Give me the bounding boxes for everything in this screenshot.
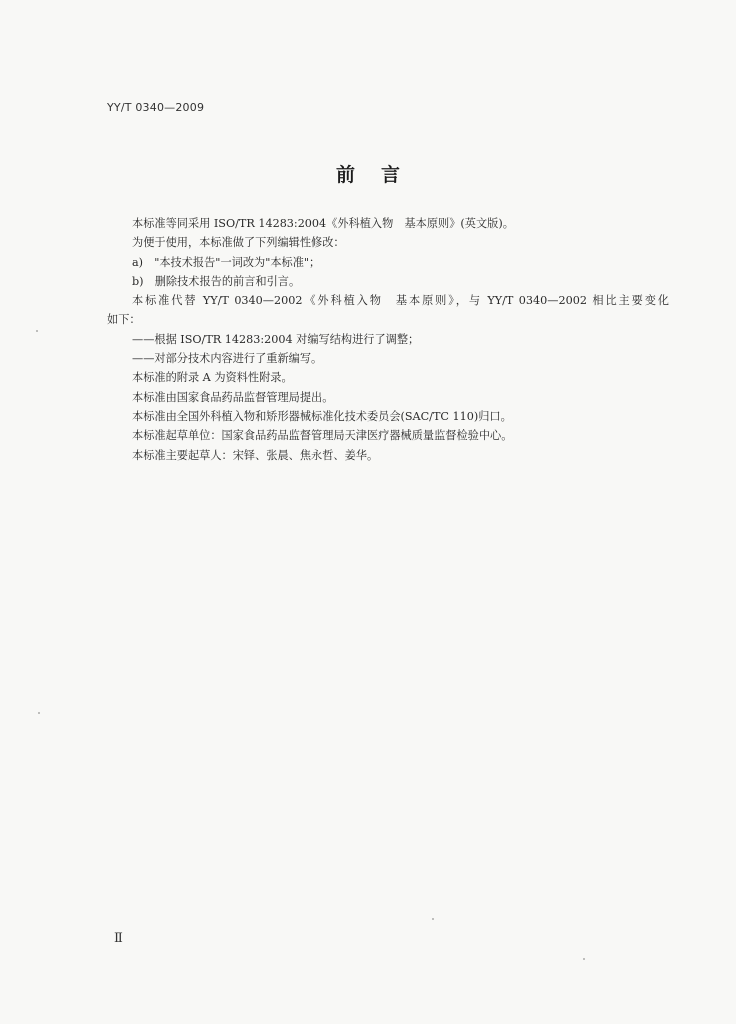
- list-item-a: a) "本技术报告"一词改为"本标准"；: [132, 255, 321, 269]
- standard-code-header: YY/T 0340—2009: [107, 101, 205, 114]
- page-number: Ⅱ: [114, 931, 123, 946]
- scan-speck: [583, 958, 585, 960]
- paragraph-adoption: 本标准等同采用 ISO/TR 14283:2004《外科植入物 基本原则》(英文版)。: [132, 217, 514, 230]
- change-item-2: ——对部分技术内容进行了重新编写。: [132, 352, 323, 366]
- paragraph-editorial-intro: 为便于使用，本标准做了下列编辑性修改：: [132, 236, 345, 250]
- paragraph-drafting-unit: 本标准起草单位：国家食品药品监督管理局天津医疗器械质量监督检验中心。: [132, 429, 513, 443]
- paragraph-replaces: 本标准代替 YY/T 0340—2002《外科植入物 基本原则》，与 YY/T 0340—2002 相比主要变化: [132, 294, 669, 308]
- foreword-body: [107, 214, 667, 465]
- scan-speck: [432, 918, 434, 920]
- paragraph-proposer: 本标准由国家食品药品监督管理局提出。: [132, 390, 334, 404]
- page-title: 前言: [335, 164, 426, 186]
- scan-speck: [38, 712, 40, 714]
- paragraph-committee: 本标准由全国外科植入物和矫形器械标准化技术委员会(SAC/TC 110)归口。: [132, 409, 512, 423]
- paragraph-drafters: 本标准主要起草人：宋铎、张晨、焦永哲、姜华。: [132, 448, 379, 462]
- list-item-b: b) 删除技术报告的前言和引言。: [132, 274, 301, 288]
- change-item-1: ——根据 ISO/TR 14283:2004 对编写结构进行了调整；: [132, 332, 420, 346]
- scan-speck: [36, 330, 38, 332]
- paragraph-annex: 本标准的附录 A 为资料性附录。: [132, 371, 293, 385]
- paragraph-replaces-cont: 如下：: [107, 313, 141, 327]
